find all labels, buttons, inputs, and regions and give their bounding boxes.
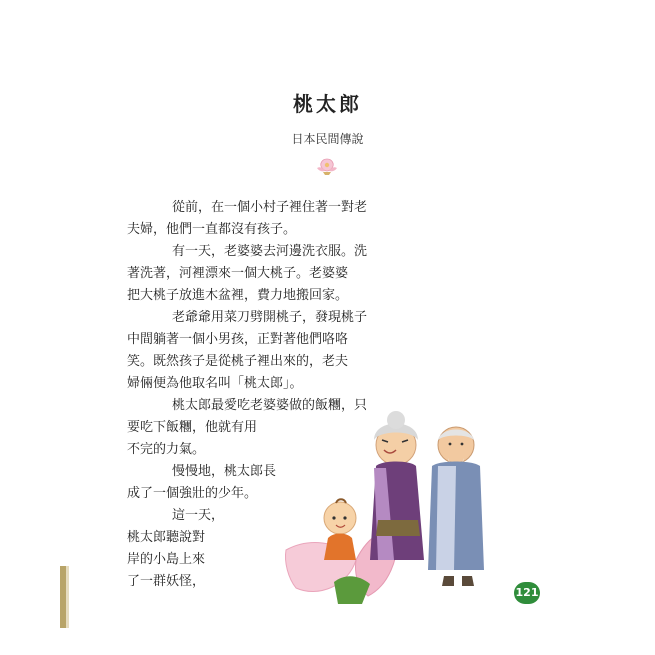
story-title: 桃太郎: [293, 92, 362, 116]
text-line: 要吃下飯糰，他就有用: [127, 420, 258, 435]
text-line: 了一群妖怪，: [127, 574, 206, 589]
text-line: 不完的力氣。: [127, 442, 206, 457]
text-line: 著洗著，河裡漂來一個大桃子。老婆婆: [127, 266, 349, 281]
text-line: 成了一個強壯的少年。: [127, 486, 258, 501]
page-number-badge: 121: [514, 582, 540, 604]
text-line: 從前，在一個小村子裡住著一對老: [172, 200, 368, 215]
text-line: 有一天，老婆婆去河邊洗衣服。洗: [172, 244, 368, 259]
text-line: 婦倆便為他取名叫「桃太郎」。: [127, 376, 303, 391]
momotaro-illustration: [278, 410, 518, 610]
text-line: 岸的小島上來: [127, 552, 206, 567]
text-line: 中間躺著一個小男孩，正對著他們咯咯: [127, 332, 349, 347]
text-line: 老爺爺用菜刀劈開桃子，發現桃子: [172, 310, 368, 325]
text-line: 這一天，: [172, 508, 225, 523]
page-edge-highlight: [66, 566, 69, 628]
text-line: 夫婦，他們一直都沒有孩子。: [127, 222, 297, 237]
text-line: 桃太郎聽說對: [127, 530, 206, 545]
text-line: 把大桃子放進木盆裡，費力地搬回家。: [127, 288, 349, 303]
story-subtitle: 日本民間傳說: [291, 132, 364, 146]
text-line: 笑。既然孩子是從桃子裡出來的，老夫: [127, 354, 349, 369]
text-line: 桃太郎最愛吃老婆婆做的飯糰，只: [172, 398, 368, 413]
text-line: 慢慢地，桃太郎長: [172, 464, 277, 479]
peach-blossom-icon: [314, 156, 340, 178]
